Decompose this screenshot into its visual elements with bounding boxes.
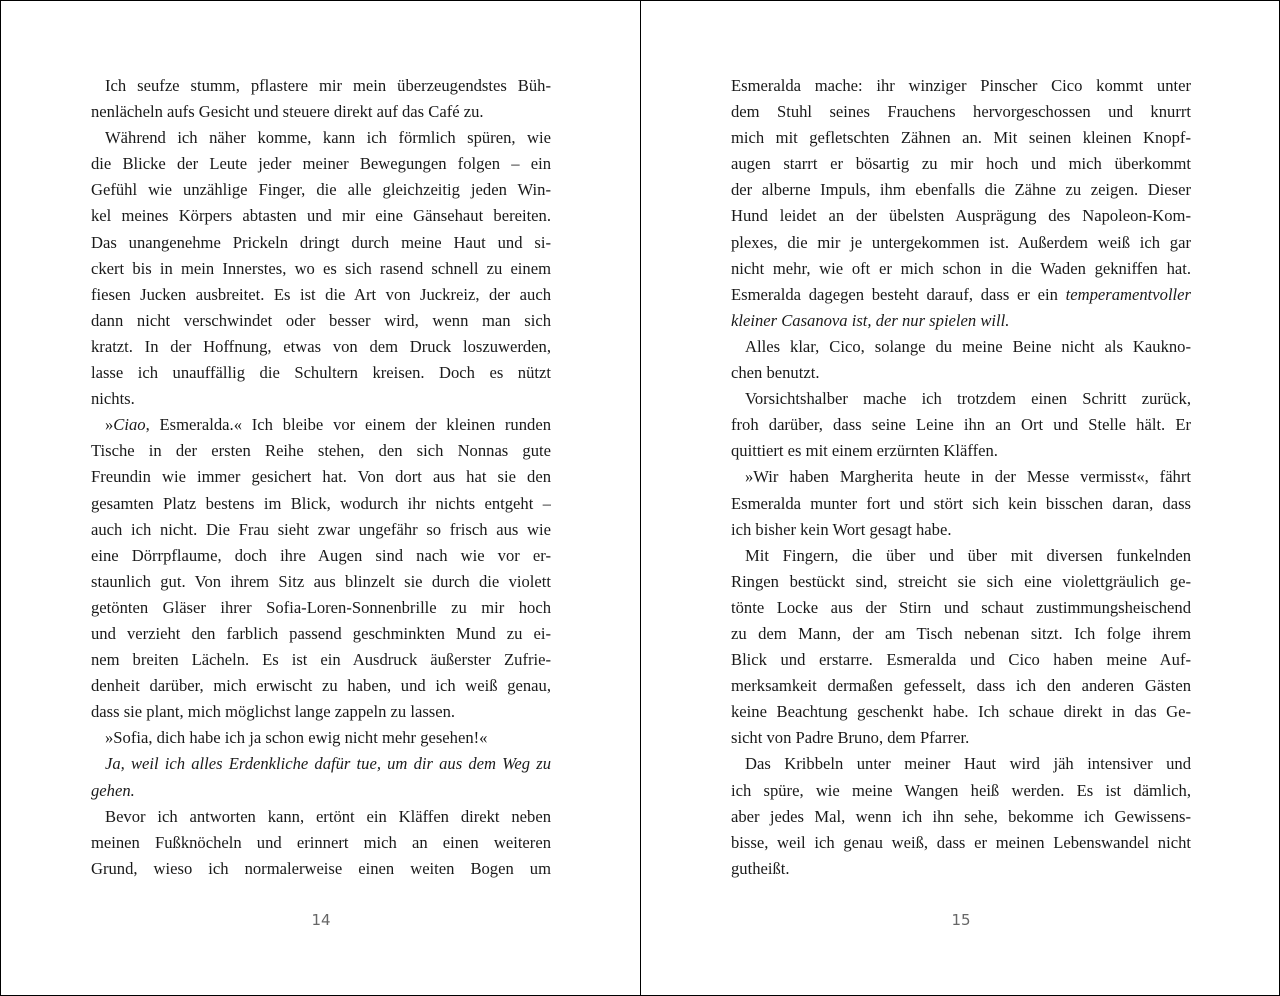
- text-line: nichts.: [91, 389, 135, 409]
- text-line: Ich seufze stumm, pflastere mir mein überzeugendstes Büh-: [105, 76, 551, 95]
- text-line: Alles klar, Cico, solange du meine Beine nicht als Kaukno-: [745, 336, 1191, 356]
- text-line: der alberne Impuls, ihm ebenfalls die Zähne zu zeigen. Dieser: [731, 180, 1191, 200]
- left-page-number: 14: [311, 911, 331, 929]
- text-line: merksamkeit dermaßen gefesselt, dass ich den anderen Gästen: [731, 676, 1191, 696]
- text-line: Hund leidet an der übelsten Ausprägung des Napoleon-Kom-: [731, 206, 1191, 226]
- text-line: fiesen Jucken ausbreitet. Es ist die Art von Juckreiz, der auch: [91, 284, 551, 304]
- text-line: gesamten Platz bestens im Blick, wodurch ihr nichts entgeht –: [91, 493, 551, 513]
- text-line: meinen Fußknöcheln und erinnert mich an einen weiteren: [91, 832, 551, 852]
- text-line: auch ich nicht. Die Frau sieht zwar ungefähr so frisch aus wie: [91, 519, 551, 539]
- text-line: Tische in der ersten Reihe stehen, den sich Nonnas gute: [91, 441, 551, 461]
- text-line: Ringen bestückt sind, streicht sie sich eine violettgräulich ge-: [731, 571, 1191, 591]
- text-line: dann nicht verschwindet oder besser wird, wenn man sich: [91, 310, 551, 330]
- text-line: kleiner Casanova ist, der nur spielen will.: [731, 310, 1010, 330]
- text-line: tönte Locke aus der Stirn und schaut zustimmungsheischend: [731, 597, 1191, 617]
- text-line: plexes, die mir je untergekommen ist. Außerdem weiß ich gar: [731, 232, 1191, 252]
- text-line: »Wir haben Margherita heute in der Messe vermisst«, fährt: [745, 467, 1191, 487]
- text-line: Gefühl wie unzählige Finger, die alle gleichzeitig jeden Win-: [91, 180, 551, 200]
- text-line: gehen.: [91, 780, 135, 800]
- text-line: ich bisher kein Wort gesagt habe.: [731, 519, 952, 539]
- text-line: Blick und erstarre. Esmeralda und Cico haben meine Auf-: [731, 650, 1191, 670]
- text-line: Esmeralda munter fort und stört sich kein bisschen daran, dass: [731, 493, 1191, 513]
- text-line: mich mit gefletschten Zähnen an. Mit seinen kleinen Knopf-: [731, 128, 1191, 148]
- text-line: nenlächeln aufs Gesicht und steuere direkt auf das Café zu.: [91, 102, 484, 122]
- text-line: nicht mehr, wie oft er mich schon in die Waden gekniffen hat.: [731, 258, 1191, 278]
- text-line: Bevor ich antworten kann, ertönt ein Kläffen direkt neben: [105, 806, 551, 826]
- text-line: Esmeralda mache: ihr winziger Pinscher Cico kommt unter: [731, 76, 1191, 95]
- text-line: aber jedes Mal, wenn ich ihn sehe, bekomme ich Gewissens-: [731, 806, 1191, 826]
- text-line: dem Stuhl seines Frauchens hervorgeschossen und knurrt: [731, 102, 1191, 122]
- text-line: zu dem Mann, der am Tisch nebenan sitzt. Ich folge ihrem: [731, 623, 1191, 643]
- text-line: staunlich gut. Von ihrem Sitz aus blinzelt sie durch die violett: [91, 571, 551, 591]
- text-line: getönten Gläser ihrer Sofia-Loren-Sonnenbrille zu mir hoch: [91, 597, 551, 617]
- right-page-number: 15: [951, 911, 971, 929]
- text-line: kratzt. In der Hoffnung, etwas von dem Druck loszuwerden,: [91, 336, 551, 356]
- text-line: »Ciao, Esmeralda.« Ich bleibe vor einem der kleinen runden: [105, 415, 551, 435]
- text-line: Ja, weil ich alles Erdenkliche dafür tue, um dir aus dem Weg zu: [105, 754, 551, 774]
- text-line: kel meines Körpers abtasten und mir eine Gänsehaut bereiten.: [91, 206, 551, 226]
- text-line: Freundin wie immer gesichert hat. Von dort aus hat sie den: [91, 467, 551, 487]
- text-line: froh darüber, dass seine Leine ihn an Ort und Stelle hält. Er: [731, 415, 1191, 435]
- text-line: Esmeralda dagegen besteht darauf, dass er ein temperamentvoller: [731, 284, 1191, 304]
- text-line: bisse, weil ich genau weiß, dass er meinen Lebenswandel nicht: [731, 832, 1191, 852]
- text-line: eine Dörrpflaume, doch ihre Augen sind nach wie vor er-: [91, 545, 551, 565]
- text-line: ich spüre, wie meine Wangen heiß werden. Es ist dämlich,: [731, 780, 1191, 800]
- left-page-text: [91, 73, 551, 882]
- text-line: Das Kribbeln unter meiner Haut wird jäh intensiver und: [745, 754, 1191, 774]
- text-line: Während ich näher komme, kann ich förmlich spüren, wie: [105, 128, 551, 148]
- text-line: keine Beachtung geschenkt habe. Ich schaue direkt in das Ge-: [731, 702, 1191, 722]
- text-line: chen benutzt.: [731, 363, 820, 383]
- right-page-text: [731, 73, 1191, 882]
- text-line: nem breiten Lächeln. Es ist ein Ausdruck äußerster Zufrie-: [91, 650, 551, 670]
- text-line: lasse ich unauffällig die Schultern kreisen. Doch es nützt: [91, 363, 551, 383]
- text-line: dass sie plant, mich möglichst lange zappeln zu lassen.: [91, 702, 456, 722]
- text-line: augen starrt er bösartig zu mir hoch und mich überkommt: [731, 154, 1191, 174]
- text-line: denheit darüber, mich erwischt zu haben, und ich weiß genau,: [91, 676, 551, 696]
- text-line: die Blicke der Leute jeder meiner Bewegungen folgen – ein: [91, 154, 551, 174]
- text-line: quittiert es mit einem erzürnten Kläffen.: [731, 441, 998, 461]
- text-line: Vorsichtshalber mache ich trotzdem einen Schritt zurück,: [745, 389, 1191, 409]
- text-line: Mit Fingern, die über und über mit diversen funkelnden: [745, 545, 1191, 565]
- text-line: gutheißt.: [731, 858, 790, 878]
- text-line: Grund, wieso ich normalerweise einen weiten Bogen um: [91, 858, 551, 878]
- text-line: »Sofia, dich habe ich ja schon ewig nicht mehr gesehen!«: [105, 728, 488, 748]
- page-gutter-divider: [640, 1, 641, 995]
- text-line: Das unangenehme Prickeln dringt durch meine Haut und si-: [91, 232, 551, 252]
- text-line: sicht von Padre Bruno, dem Pfarrer.: [731, 728, 970, 748]
- text-line: ckert bis in mein Innerstes, wo es sich rasend schnell zu einem: [91, 258, 551, 278]
- text-line: und verzieht den farblich passend geschminkten Mund zu ei-: [91, 623, 551, 643]
